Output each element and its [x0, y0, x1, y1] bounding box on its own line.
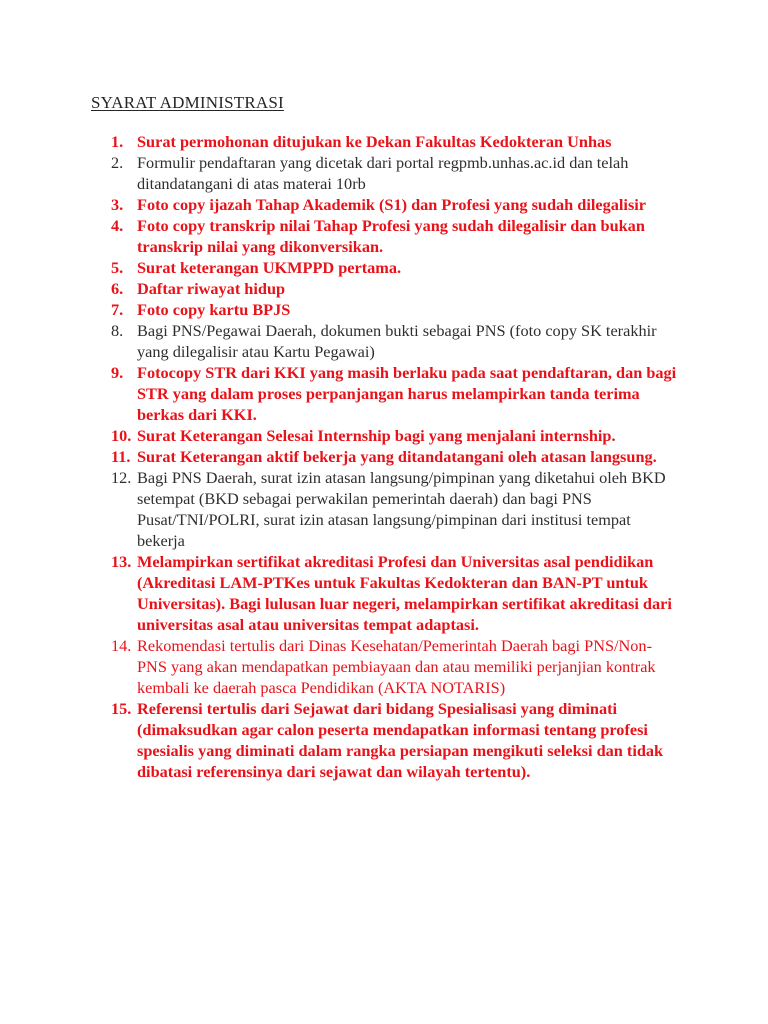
requirements-list — [111, 131, 681, 782]
item-text: Rekomendasi tertulis dari Dinas Kesehatan/Pemerintah Daerah bagi PNS/Non-PNS yang akan mendapatkan pembiayaan dan atau memiliki perjanjian kontrak kembali ke daerah pasca Pendidikan (AKTA NOTARIS) — [137, 636, 656, 697]
list-item — [111, 194, 681, 215]
list-item — [111, 425, 681, 446]
item-text: Fotocopy STR dari KKI yang masih berlaku pada saat pendaftaran, dan bagi STR yang dalam proses perpanjangan harus melampirkan tanda terima berkas dari KKI. — [137, 363, 677, 424]
item-number: 3. — [111, 195, 124, 214]
list-item — [111, 635, 681, 698]
list-item — [111, 362, 681, 425]
item-text: Bagi PNS/Pegawai Daerah, dokumen bukti sebagai PNS (foto copy SK terakhir yang dilegalisir atau Kartu Pegawai) — [137, 321, 657, 361]
item-text: Foto copy kartu BPJS — [137, 300, 291, 319]
item-text: Formulir pendaftaran yang dicetak dari portal regpmb.unhas.ac.id dan telah ditandatangani di atas materai 10rb — [137, 153, 629, 193]
list-item — [111, 698, 681, 782]
document-heading: SYARAT ADMINISTRASI — [91, 93, 284, 112]
item-text: Melampirkan sertifikat akreditasi Profesi dan Universitas asal pendidikan (Akreditasi LAM-PTKes untuk Fakultas Kedokteran dan BAN-PT untuk Universitas). Bagi lulusan luar negeri, melampirkan sertifikat akreditasi dari universitas asal atau universitas tempat adaptasi. — [137, 552, 672, 634]
item-text: Foto copy transkrip nilai Tahap Profesi yang sudah dilegalisir dan bukan transkrip nilai yang dikonversikan. — [137, 216, 645, 256]
item-text: Surat keterangan UKMPPD pertama. — [137, 258, 402, 277]
list-item — [111, 446, 681, 467]
item-number: 15. — [111, 699, 132, 718]
item-number: 11. — [111, 447, 131, 466]
item-number: 10. — [111, 426, 132, 445]
list-item — [111, 152, 681, 194]
item-number: 5. — [111, 258, 124, 277]
item-number: 12. — [111, 468, 132, 487]
item-number: 14. — [111, 636, 132, 655]
item-number: 9. — [111, 363, 124, 382]
list-item — [111, 320, 681, 362]
item-text: Bagi PNS Daerah, surat izin atasan langsung/pimpinan yang diketahui oleh BKD setempat (BKD sebagai perwakilan pemerintah daerah) dan bagi PNS Pusat/TNI/POLRI, surat izin atasan langsung/pimpinan dari institusi tempat bekerja — [137, 468, 666, 550]
item-number: 13. — [111, 552, 132, 571]
item-number: 4. — [111, 216, 124, 235]
item-text: Foto copy ijazah Tahap Akademik (S1) dan Profesi yang sudah dilegalisir — [137, 195, 647, 214]
item-text: Surat permohonan ditujukan ke Dekan Fakultas Kedokteran Unhas — [137, 132, 612, 151]
item-number: 1. — [111, 132, 124, 151]
item-number: 2. — [111, 153, 124, 172]
item-number: 6. — [111, 279, 124, 298]
list-item — [111, 278, 681, 299]
list-item — [111, 299, 681, 320]
list-item — [111, 467, 681, 551]
list-item — [111, 131, 681, 152]
list-item — [111, 215, 681, 257]
item-number: 8. — [111, 321, 124, 340]
item-number: 7. — [111, 300, 124, 319]
item-text: Daftar riwayat hidup — [137, 279, 286, 298]
item-text: Surat Keterangan aktif bekerja yang ditandatangani oleh atasan langsung. — [137, 447, 657, 466]
list-item — [111, 551, 681, 635]
item-text: Referensi tertulis dari Sejawat dari bidang Spesialisasi yang diminati (dimaksudkan agar calon peserta mendapatkan informasi tentang profesi spesialis yang diminati dalam rangka persiapan mengikuti seleksi dan tidak dibatasi referensinya dari sejawat dan wilayah tertentu). — [137, 699, 664, 781]
list-item — [111, 257, 681, 278]
item-text: Surat Keterangan Selesai Internship bagi yang menjalani internship. — [137, 426, 616, 445]
